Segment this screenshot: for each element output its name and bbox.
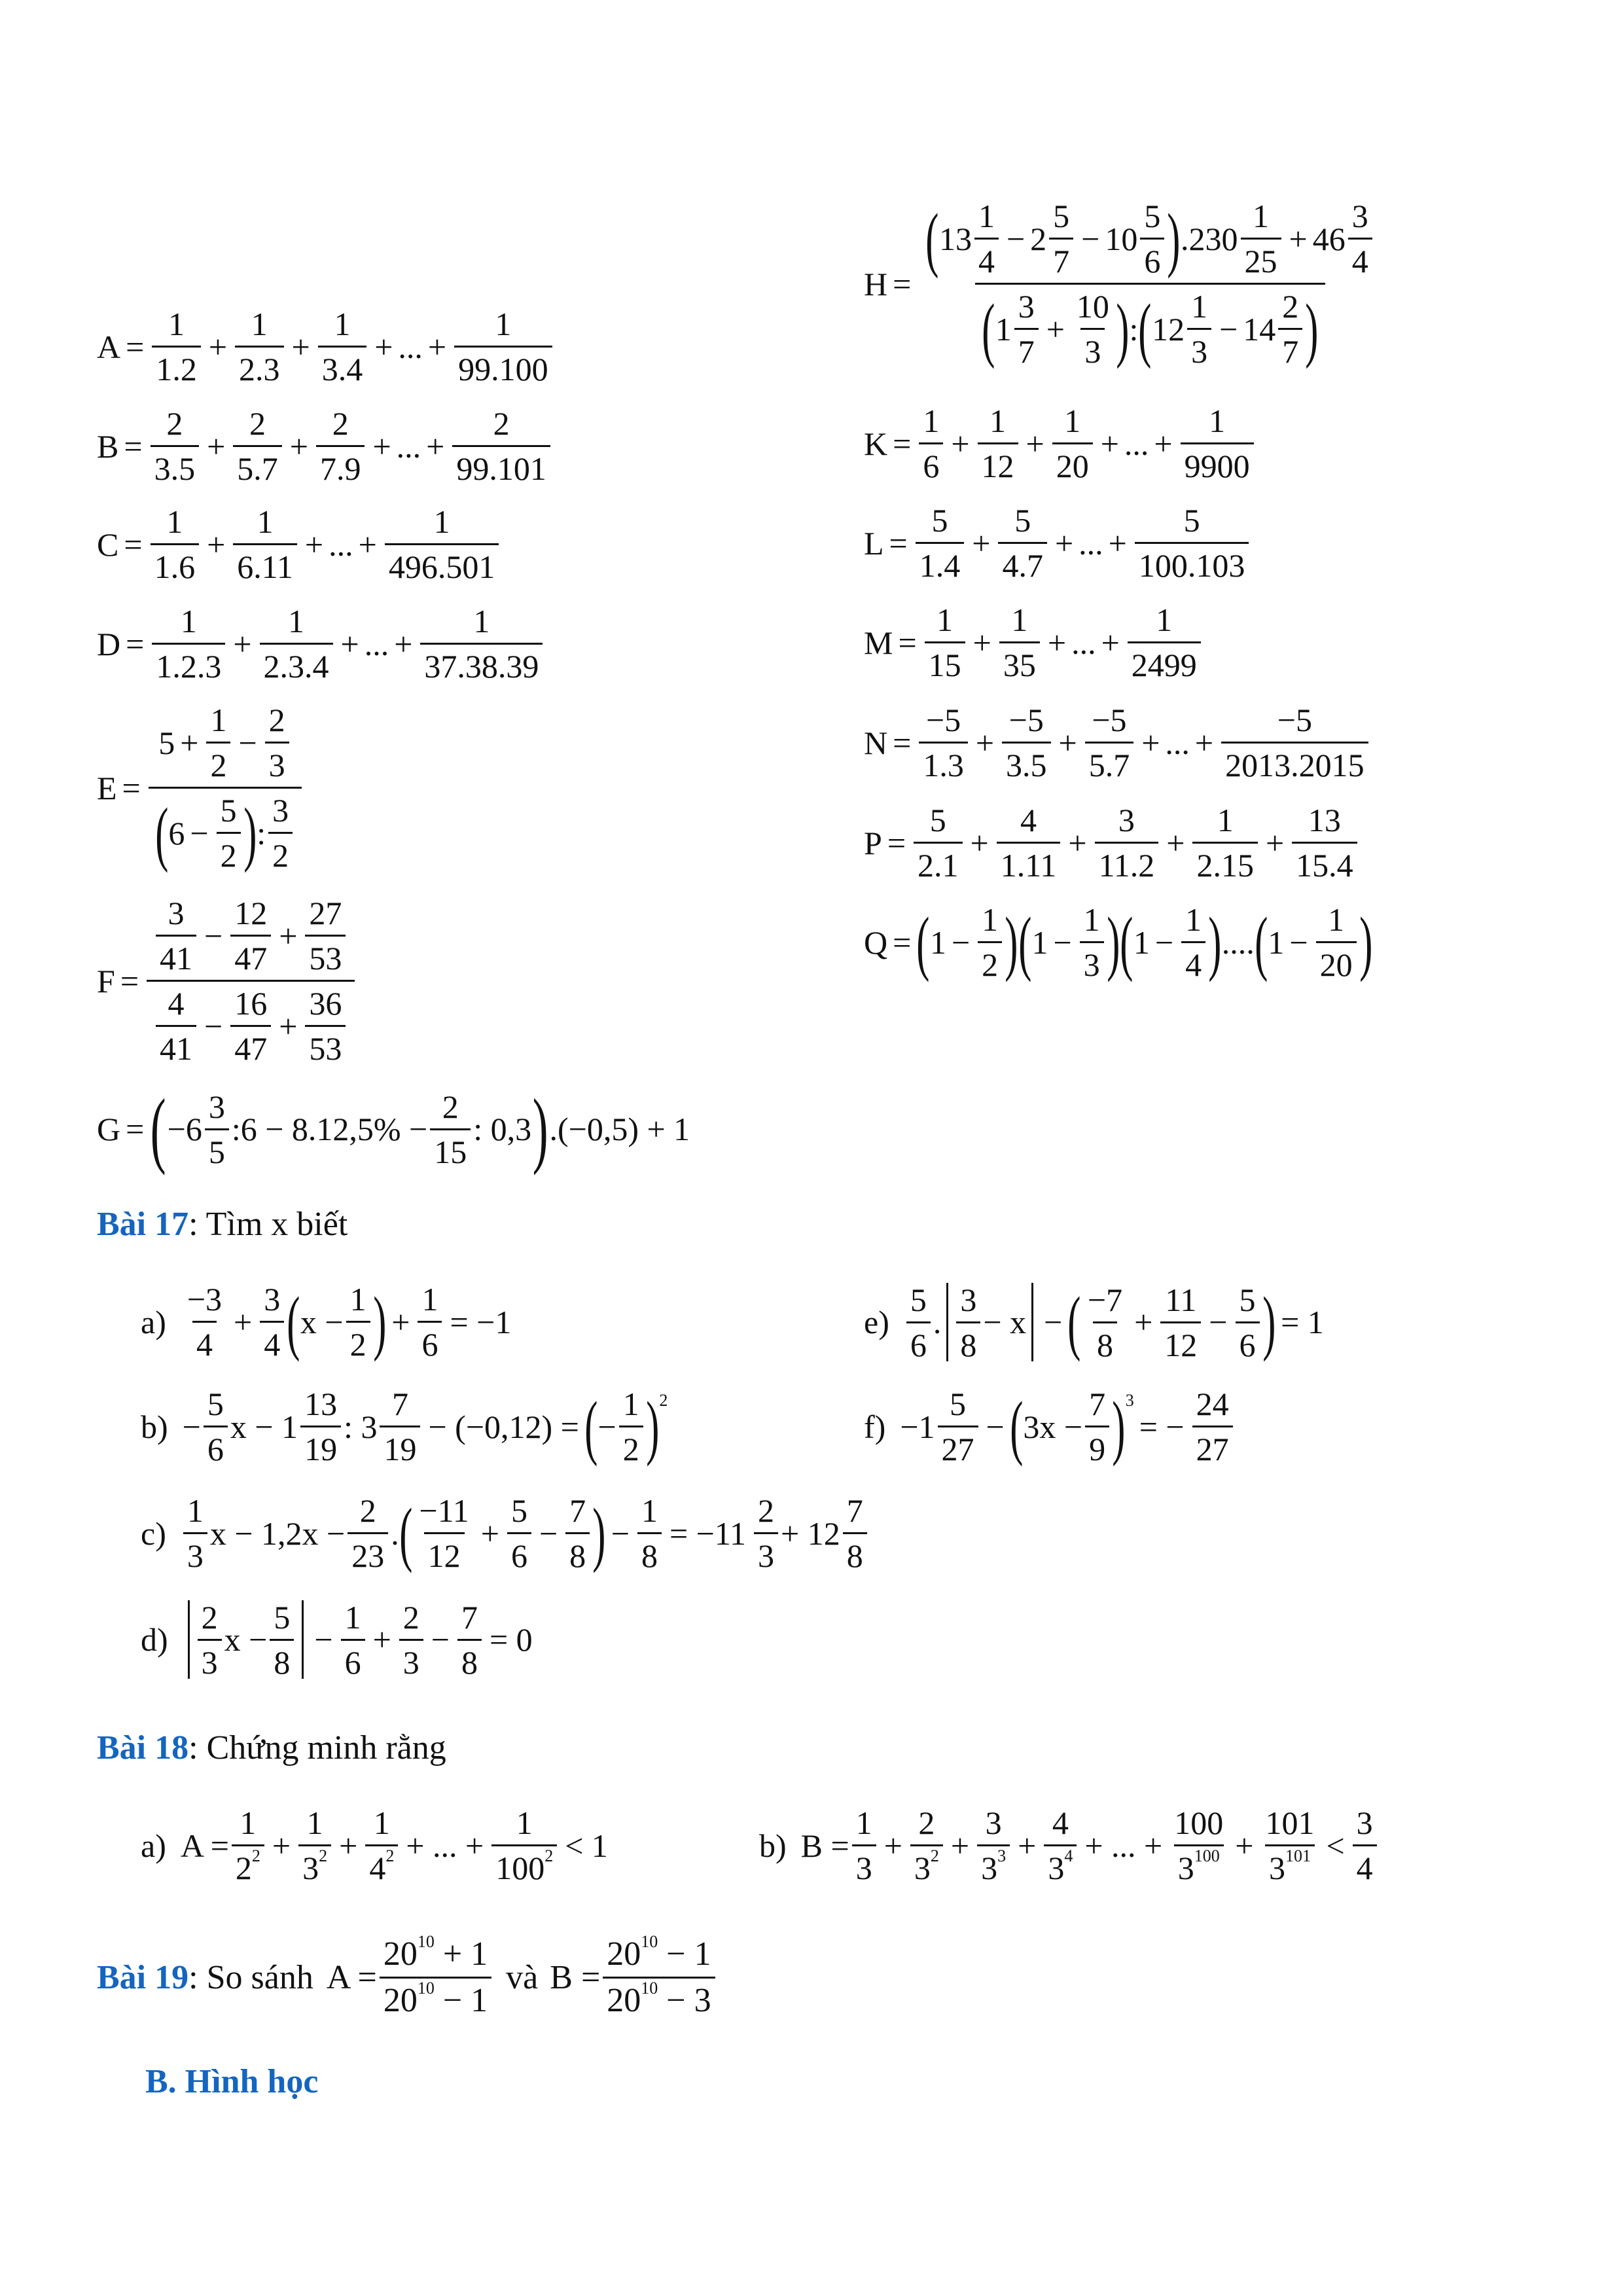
fraction: $\frac{1}{15}$ (925, 603, 965, 681)
complex-fraction: 5 + $\frac{1}{2}$ − $\frac{2}{3}$ ( 6 − $\frac{5}{2}$ ) : $\frac{3}{2}$ (149, 704, 302, 872)
fraction: $\frac{1}{37.38.39}$ (420, 605, 543, 683)
fraction: $\frac{1}{6}$ (418, 1283, 442, 1361)
fraction: $\frac{1}{2.15}$ (1192, 804, 1258, 882)
fraction: $\frac{5}{4.7}$ (998, 504, 1047, 582)
fraction: $\frac{1}{20}$ (1052, 404, 1093, 482)
fraction: $\frac{5}{2.1}$ (914, 804, 963, 882)
exercise-number: Bài 18 (97, 1729, 189, 1767)
fraction: $\frac{1}{2}$ (346, 1283, 370, 1361)
expr-M: M = $\frac{1}{15}$ + $\frac{1}{35}$ + ... + $\frac{1}{2499}$ (864, 603, 1204, 681)
fraction: $\frac{1}{9900}$ (1181, 404, 1254, 482)
fraction: $\frac{24}{27}$ (1192, 1388, 1233, 1465)
fraction: $\frac{20^{10} + 1}{20^{10} - 1}$ (380, 1937, 491, 2018)
expr-F: F = $\frac{3}{41}$ − $\frac{12}{47}$ + $\frac{27}{53}$ $\frac{4}{41}$ − $\frac{16}{47}$ + $\frac{36}{53}$ (97, 897, 357, 1065)
fraction: $\frac{5}{27}$ (938, 1388, 978, 1465)
fraction: $\frac{1}{4}$ (1181, 903, 1205, 981)
fraction: $\frac{20^{10} - 1}{20^{10} - 3}$ (603, 1937, 715, 2018)
bai18-heading: Bài 18: Chứng minh rằng (97, 1729, 446, 1767)
fraction: $\frac{3}{8}$ (956, 1283, 980, 1361)
fraction: $\frac{13}{19}$ (300, 1388, 341, 1465)
fraction: $\frac{1}{1.2}$ (152, 308, 201, 386)
fraction: $\frac{1}{100^2}$ (491, 1806, 557, 1884)
fraction: $\frac{7}{9}$ (1085, 1388, 1109, 1465)
fraction: $\frac{1}{4^2}$ (365, 1806, 398, 1884)
expr-G: G = ( − 6 $\frac{3}{5}$ :6 − 8.12,5% − $\frac{2}{15}$ : 0,3 ) .(−0,5) + 1 (97, 1082, 690, 1176)
fraction: $\frac{7}{8}$ (457, 1601, 482, 1679)
fraction: $\frac{3}{4}$ (1353, 1806, 1377, 1884)
fraction: $\frac{3}{4}$ (260, 1283, 284, 1361)
exercise-number: Bài 19 (97, 1958, 189, 1996)
fraction: $\frac{5}{1.4}$ (916, 504, 965, 582)
fraction: $\frac{-11}{12}$ (419, 1492, 469, 1574)
bai17-heading: Bài 17: Tìm x biết (97, 1206, 348, 1243)
bai18-b: b) B = $\frac{1}{3}$ + $\frac{2}{3^2}$ + $\frac{3}{3^3}$ + $\frac{4}{3^4}$ + ... + $\frac{100}{3^{100}}$ + $\frac{101}{3^{101}}$ < $\frac{3}{4}$ (759, 1806, 1380, 1884)
fraction: $\frac{5}{100.103}$ (1135, 504, 1249, 582)
expr-Q: Q = ( 1 − $\frac{1}{2}$ ) ( 1 − $\frac{1}{3}$ ) ( 1 − $\frac{1}{4}$ ) .... ( 1 − $\frac{1}{20}$ ) (864, 901, 1373, 983)
bai17-f: f) −1 $\frac{5}{27}$ − ( 3x − $\frac{7}{9}$ ) $^3$ = − $\frac{24}{27}$ (864, 1388, 1236, 1465)
fraction: $\frac{-7}{8}$ (1087, 1281, 1123, 1363)
fraction: $\frac{1}{6}$ (919, 404, 943, 482)
bai17-d: d) $\frac{2}{3}$ x − $\frac{5}{8}$ − $\frac{1}{6}$ + $\frac{2}{3}$ − $\frac{7}{8}$ = 0 (141, 1598, 533, 1681)
fraction: $\frac{1}{1.6}$ (151, 505, 200, 583)
expr-B: B = $\frac{2}{3.5}$ + $\frac{2}{5.7}$ + $\frac{2}{7.9}$ + ... + $\frac{2}{99.101}$ (97, 407, 553, 485)
fraction: $\frac{1}{8}$ (637, 1494, 662, 1572)
fraction: $\frac{2}{7.9}$ (316, 407, 365, 485)
fraction: $\frac{1}{2}$ (619, 1388, 643, 1465)
fraction: $\frac{1}{3^2}$ (298, 1806, 331, 1884)
fraction: $\frac{1}{99.100}$ (454, 308, 552, 386)
fraction: $\frac{3}{5}$ (205, 1090, 229, 1168)
expr-K: K = $\frac{1}{6}$ + $\frac{1}{12}$ + $\frac{1}{20}$ + ... + $\frac{1}{9900}$ (864, 404, 1257, 482)
fraction: $\frac{1}{3}$ (852, 1806, 876, 1884)
fraction: $\frac{2}{15}$ (430, 1090, 471, 1168)
fraction: $\frac{1}{1.2.3}$ (152, 605, 225, 683)
expr-H: H = ( 13 $\frac{1}{4}$ − 2 $\frac{5}{7}$ − 10 $\frac{5}{6}$ ) .230 $\frac{1}{25}$ + 46 $\frac{3}{4}$ ( 1 $\frac{3}{7}$ + $\frac{10}{3}$ ) : ( 12 $\frac{1}{3}$ − 14 $\frac{2}{7}$ ) (864, 200, 1384, 368)
fraction: $\frac{1}{3}$ (183, 1494, 207, 1572)
bai19: Bài 19 : So sánh A = $\frac{20^{10} + 1}{20^{10} - 1}$ và B = $\frac{20^{10} - 1}{20^{10} - 3}$ (97, 1937, 718, 2018)
fraction: $\frac{-5}{3.5}$ (1002, 704, 1051, 781)
fraction: $\frac{2}{3}$ (754, 1494, 778, 1572)
fraction: $\frac{100}{3^{100}}$ (1174, 1804, 1224, 1886)
bai17-e: e) $\frac{5}{6}$ . $\frac{3}{8}$ − x − ( $\frac{-7}{8}$ + $\frac{11}{12}$ − $\frac{5}{6}$ ) = 1 (864, 1281, 1324, 1363)
fraction: $\frac{2}{3.5}$ (151, 407, 200, 485)
fraction: $\frac{1}{2}$ (978, 903, 1002, 981)
bai17-a: a) $\frac{-3}{4}$ + $\frac{3}{4}$ ( x − $\frac{1}{2}$ ) + $\frac{1}{6}$ = −1 (141, 1281, 512, 1363)
fraction: $\frac{7}{8}$ (565, 1494, 590, 1572)
fraction: $\frac{2}{3}$ (399, 1601, 423, 1679)
fraction: $\frac{1}{35}$ (999, 603, 1040, 681)
fraction: $\frac{5}{6}$ (1236, 1283, 1260, 1361)
fraction: $\frac{7}{19}$ (380, 1388, 420, 1465)
fraction: $\frac{4}{1.11}$ (997, 804, 1061, 882)
complex-fraction: $\frac{3}{41}$ − $\frac{12}{47}$ + $\frac{27}{53}$ $\frac{4}{41}$ − $\frac{16}{47}$ + $\frac{36}{53}$ (147, 897, 355, 1065)
fraction: $\frac{7}{8}$ (843, 1494, 867, 1572)
fraction: $\frac{5}{6}$ (204, 1388, 228, 1465)
fraction: $\frac{2}{99.101}$ (452, 407, 550, 485)
section-title: B. Hình học (145, 2063, 319, 2100)
fraction: $\frac{13}{15.4}$ (1292, 804, 1357, 882)
fraction: $\frac{1}{6.11}$ (233, 505, 297, 583)
fraction: $\frac{5}{6}$ (507, 1494, 531, 1572)
fraction: $\frac{1}{12}$ (978, 404, 1018, 482)
bai17-b: b) − $\frac{5}{6}$ x − 1 $\frac{13}{19}$ : 3 $\frac{7}{19}$ − (−0,12) = ( − $\frac{1}{2}$ ) $^2$ (141, 1386, 668, 1467)
fraction: $\frac{1}{2.3}$ (235, 308, 284, 386)
fraction: $\frac{-3}{4}$ (187, 1281, 223, 1363)
fraction: $\frac{1}{2^2}$ (232, 1806, 264, 1884)
fraction: $\frac{5}{6}$ (906, 1283, 931, 1361)
fraction: $\frac{2}{3^2}$ (910, 1806, 943, 1884)
fraction: $\frac{-5}{5.7}$ (1085, 704, 1134, 781)
fraction: $\frac{11}{12}$ (1160, 1283, 1201, 1361)
fraction: $\frac{1}{20}$ (1316, 903, 1357, 981)
fraction: $\frac{1}{2.3.4}$ (260, 605, 333, 683)
fraction: $\frac{-5}{1.3}$ (919, 704, 968, 781)
expr-D: D = $\frac{1}{1.2.3}$ + $\frac{1}{2.3.4}$ + ... + $\frac{1}{37.38.39}$ (97, 605, 545, 683)
fraction: $\frac{1}{3.4}$ (318, 308, 367, 386)
expr-N: N = $\frac{-5}{1.3}$ + $\frac{-5}{3.5}$ + $\frac{-5}{5.7}$ + ... + $\frac{-5}{2013.2015}$ (864, 704, 1371, 781)
bai17-c: c) $\frac{1}{3}$ x − 1,2x − $\frac{2}{23}$ . ( $\frac{-11}{12}$ + $\frac{5}{6}$ − $\frac{7}{8}$ ) − $\frac{1}{8}$ = −11 $\frac{2}{3}$ + 12 $\frac{7}{8}$ (141, 1494, 870, 1572)
expr-A: A = $\frac{1}{1.2}$ + $\frac{1}{2.3}$ + $\frac{1}{3.4}$ + ... + $\frac{1}{99.100}$ (97, 308, 555, 386)
fraction: $\frac{1}{3}$ (1080, 903, 1104, 981)
expr-P: P = $\frac{5}{2.1}$ + $\frac{4}{1.11}$ + $\frac{3}{11.2}$ + $\frac{1}{2.15}$ + $\frac{13}{15.4}$ (864, 804, 1360, 882)
exercise-number: Bài 17 (97, 1206, 189, 1243)
fraction: $\frac{2}{5.7}$ (233, 407, 282, 485)
fraction: $\frac{3}{11.2}$ (1095, 804, 1159, 882)
fraction: $\frac{2}{23}$ (348, 1494, 388, 1572)
fraction: $\frac{4}{3^4}$ (1044, 1806, 1077, 1884)
fraction: $\frac{1}{496.501}$ (385, 505, 499, 583)
expr-name: A (97, 328, 121, 365)
complex-fraction: ( 13 $\frac{1}{4}$ − 2 $\frac{5}{7}$ − 10 $\frac{5}{6}$ ) .230 $\frac{1}{25}$ + 46 $\frac{3}{4}$ ( 1 $\frac{3}{7}$ + $\frac{10}{3}$ ) : ( 12 $\frac{1}{3}$ − 14 $\frac{2}{7}$ ) (919, 200, 1381, 368)
fraction: $\frac{3}{3^3}$ (977, 1806, 1010, 1884)
fraction: $\frac{1}{2499}$ (1128, 603, 1201, 681)
bai18-a: a) A = $\frac{1}{2^2}$ + $\frac{1}{3^2}$ + $\frac{1}{4^2}$ + ... + $\frac{1}{100^2}$ < 1 (141, 1804, 608, 1886)
expr-C: C = $\frac{1}{1.6}$ + $\frac{1}{6.11}$ + ... + $\frac{1}{496.501}$ (97, 505, 501, 583)
fraction: $\frac{2}{3}$ (198, 1601, 222, 1679)
fraction: $\frac{101}{3^{101}}$ (1265, 1804, 1315, 1886)
fraction: $\frac{-5}{2013.2015}$ (1221, 704, 1368, 781)
expr-E: E = 5 + $\frac{1}{2}$ − $\frac{2}{3}$ ( 6 − $\frac{5}{2}$ ) : $\frac{3}{2}$ (97, 704, 304, 872)
expr-L: L = $\frac{5}{1.4}$ + $\frac{5}{4.7}$ + ... + $\frac{5}{100.103}$ (864, 504, 1251, 582)
fraction: $\frac{5}{8}$ (270, 1601, 294, 1679)
fraction: $\frac{1}{6}$ (341, 1601, 365, 1679)
